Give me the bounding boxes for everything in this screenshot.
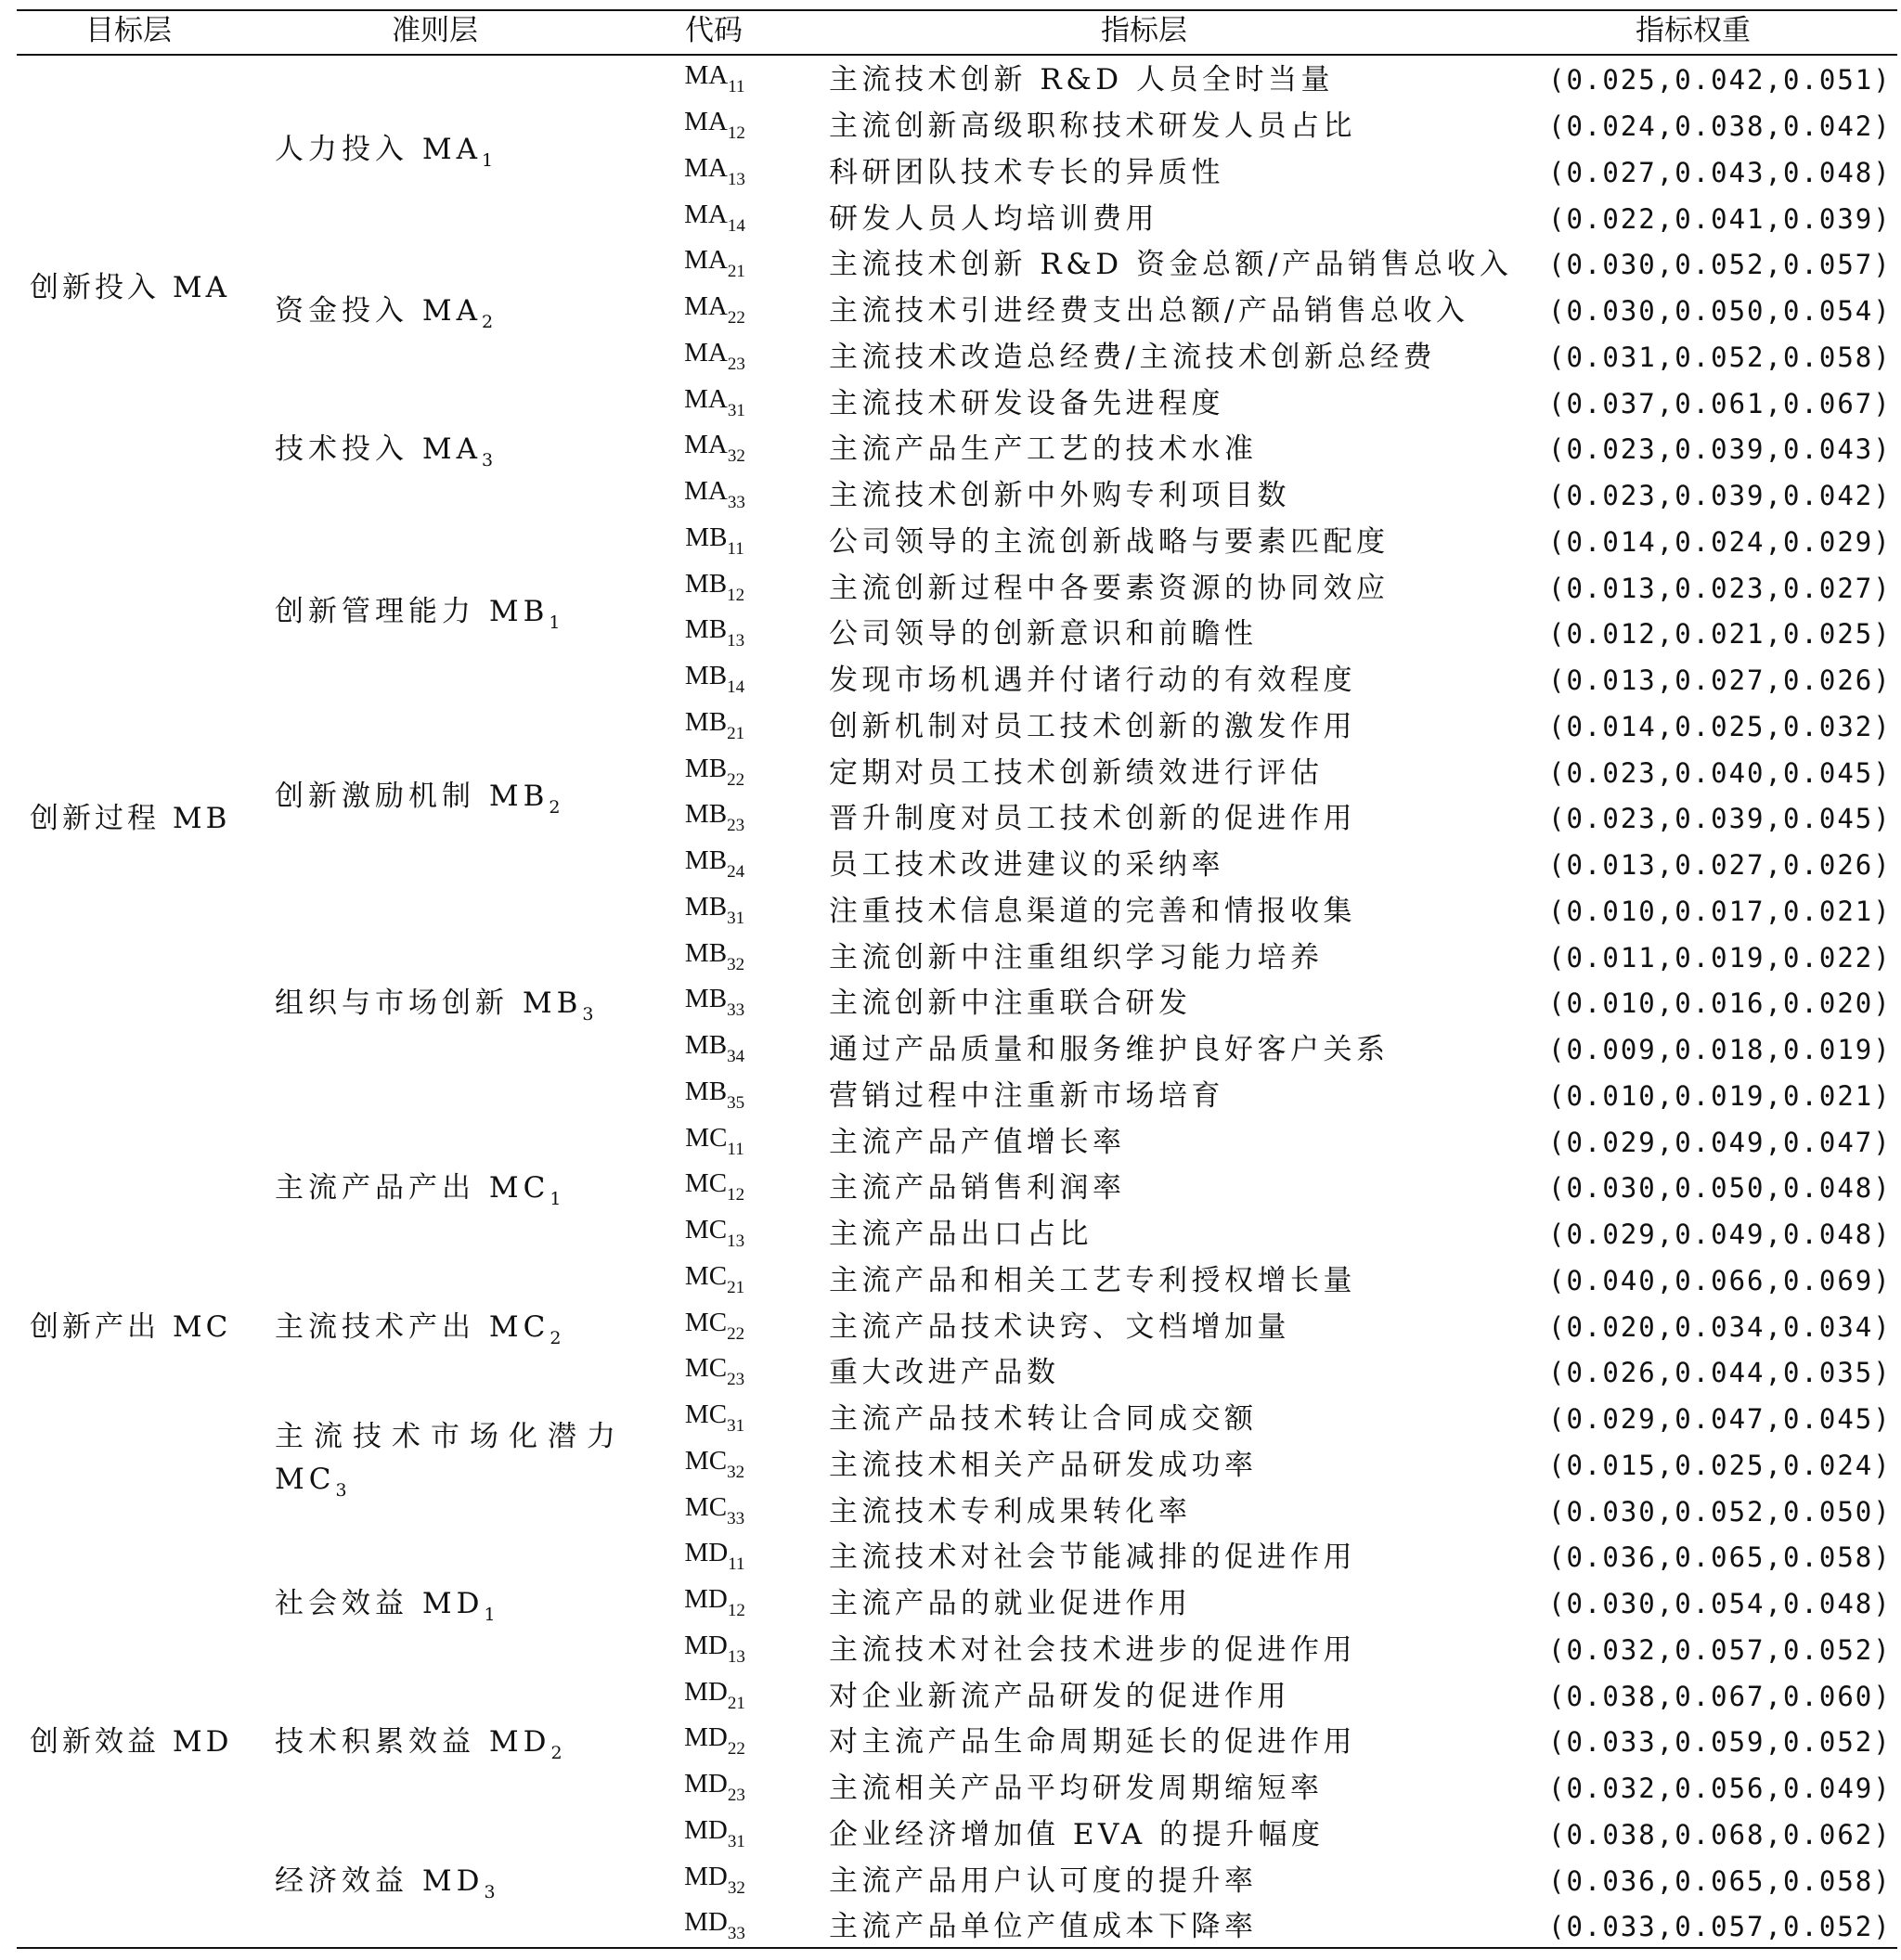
criterion-code: MC	[275, 1462, 336, 1496]
code-letters: MB	[685, 522, 728, 552]
code-letters: MA	[684, 430, 728, 460]
code-letters: MD	[684, 1538, 729, 1568]
code-subscript: 23	[727, 816, 745, 836]
code-cell	[650, 1909, 780, 1942]
header-target: 目标层	[85, 14, 172, 47]
code-subscript: 13	[727, 1646, 745, 1667]
code-letters: MB	[684, 1030, 728, 1061]
code-subscript: 21	[727, 723, 745, 743]
indicator-weight: (0.036,0.065,0.058)	[1548, 1541, 1892, 1574]
criterion-text: 资金投入 MA	[275, 294, 482, 329]
code-letters: MA	[684, 245, 728, 276]
indicator-name: 主流产品技术诀窍、文档增加量	[829, 1309, 1290, 1344]
code-letters: MD	[684, 1722, 728, 1753]
code-subscript: 22	[727, 1323, 745, 1344]
criterion-subscript: 2	[550, 1743, 563, 1764]
indicator-weight: (0.027,0.043,0.048)	[1548, 156, 1892, 188]
indicator-name: 通过产品质量和服务维护良好客户关系	[829, 1033, 1390, 1067]
code-subscript: 14	[727, 677, 745, 698]
criterion-subscript: 1	[550, 1189, 562, 1210]
indicator-weight: (0.009,0.018,0.019)	[1548, 1034, 1892, 1066]
indicator-weight: (0.038,0.068,0.062)	[1548, 1818, 1892, 1850]
code-cell	[650, 247, 780, 280]
code-cell	[650, 1401, 780, 1435]
code-cell	[650, 1814, 780, 1851]
criterion-text: 技术积累效益 MD	[275, 1725, 551, 1760]
criterion-label	[275, 594, 561, 633]
code-cell	[650, 616, 780, 650]
code-subscript: 21	[727, 262, 745, 282]
code-cell	[650, 847, 780, 881]
criterion-subscript: 2	[481, 312, 494, 333]
code-subscript: 33	[727, 493, 745, 513]
code-cell	[650, 1863, 780, 1897]
code-subscript: 31	[727, 400, 745, 420]
code-cell	[650, 1445, 780, 1482]
code-cell	[650, 201, 780, 235]
code-subscript: 21	[727, 1277, 745, 1297]
indicator-name: 重大改进产品数	[829, 1356, 1060, 1390]
code-letters: MC	[684, 1399, 728, 1430]
code-cell	[650, 706, 780, 743]
indicator-weight: (0.023,0.039,0.042)	[1548, 480, 1892, 512]
code-cell	[650, 755, 780, 789]
indicator-name: 主流技术对社会技术进步的促进作用	[829, 1632, 1356, 1667]
header-weight: 指标权重	[1636, 14, 1751, 47]
indicator-name: 定期对员工技术创新绩效进行评估	[829, 755, 1324, 790]
code-letters: MB	[684, 706, 728, 737]
code-letters: MC	[684, 1307, 728, 1337]
code-letters: MB	[684, 845, 728, 876]
criterion-text: 组织与市场创新 MB	[275, 986, 583, 1021]
indicator-name: 主流技术引进经费支出总额/产品销售总收入	[829, 294, 1469, 329]
indicator-name: 创新机制对员工技术创新的激发作用	[829, 709, 1356, 743]
code-cell	[650, 1355, 780, 1388]
indicator-weight: (0.020,0.034,0.034)	[1548, 1310, 1892, 1343]
indicator-name: 对企业新流产品研发的促进作用	[829, 1679, 1290, 1713]
indicator-name: 主流创新中注重联合研发	[829, 986, 1192, 1021]
indicator-weight: (0.030,0.050,0.048)	[1548, 1172, 1892, 1205]
target-label: 创新产出 MC	[30, 1309, 232, 1344]
criterion-text: 经济效益 MD	[275, 1863, 485, 1898]
indicator-name: 主流技术对社会节能减排的促进作用	[829, 1541, 1356, 1575]
code-cell	[650, 383, 780, 420]
code-cell	[650, 1122, 780, 1159]
criterion-subscript: 3	[481, 450, 494, 471]
indicator-weight: (0.026,0.044,0.035)	[1548, 1357, 1892, 1389]
header-rule	[17, 54, 1897, 56]
criterion-text: 创新管理能力 MB	[275, 594, 550, 628]
criterion-text: 主流产品产出 MC	[275, 1171, 550, 1206]
indicator-weight: (0.033,0.059,0.052)	[1548, 1726, 1892, 1759]
indicator-name: 对主流产品生命周期延长的促进作用	[829, 1725, 1356, 1760]
indicator-weight: (0.010,0.016,0.020)	[1548, 987, 1892, 1020]
code-cell	[650, 432, 780, 465]
indicator-name: 注重技术信息渠道的完善和情报收集	[829, 894, 1356, 928]
criterion-label	[275, 432, 494, 471]
indicator-name: 主流产品销售利润率	[829, 1171, 1126, 1206]
header-indicator: 指标层	[1101, 14, 1187, 47]
indicator-weight: (0.030,0.052,0.050)	[1548, 1495, 1892, 1528]
indicator-weight: (0.023,0.039,0.045)	[1548, 803, 1892, 835]
indicator-name: 主流产品产值增长率	[829, 1125, 1126, 1159]
code-subscript: 12	[727, 123, 745, 144]
top-rule	[17, 9, 1897, 11]
indicator-name: 主流技术相关产品研发成功率	[829, 1448, 1258, 1482]
criterion-label	[275, 1587, 496, 1626]
indicator-weight: (0.032,0.057,0.052)	[1548, 1633, 1892, 1666]
code-letters: MA	[684, 337, 728, 368]
code-subscript: 33	[727, 1508, 745, 1528]
indicator-name: 主流产品的就业促进作用	[829, 1587, 1192, 1621]
indicator-name: 主流技术研发设备先进程度	[829, 386, 1224, 420]
code-subscript: 11	[728, 1554, 745, 1575]
indicator-weight: (0.029,0.049,0.048)	[1548, 1219, 1892, 1251]
code-letters: MA	[684, 476, 728, 507]
criterion-subscript: 3	[484, 1881, 496, 1902]
indicator-weight: (0.029,0.049,0.047)	[1548, 1126, 1892, 1158]
code-cell	[650, 1632, 780, 1666]
code-subscript: 11	[728, 77, 745, 97]
code-letters: MD	[684, 1814, 728, 1845]
code-cell	[650, 1217, 780, 1250]
indicator-weight: (0.030,0.050,0.054)	[1548, 295, 1892, 328]
code-subscript: 11	[727, 1139, 744, 1159]
indicator-weight: (0.011,0.019,0.022)	[1548, 941, 1892, 974]
criterion-label-line2	[275, 1462, 347, 1501]
code-letters: MB	[684, 891, 728, 922]
code-subscript: 32	[727, 1877, 745, 1898]
code-cell	[650, 1491, 780, 1528]
target-label: 创新效益 MD	[30, 1725, 233, 1760]
code-cell	[650, 1676, 780, 1713]
indicator-name: 公司领导的主流创新战略与要素匹配度	[829, 524, 1390, 559]
indicator-weight: (0.013,0.027,0.026)	[1548, 664, 1892, 697]
code-subscript: 13	[727, 1231, 745, 1252]
indicator-name: 主流产品单位产值成本下降率	[829, 1910, 1258, 1944]
code-cell	[650, 1032, 780, 1065]
indicator-name: 主流创新过程中各要素资源的协同效应	[829, 571, 1390, 605]
code-cell	[650, 1540, 780, 1573]
indicator-weight: (0.023,0.039,0.043)	[1548, 433, 1892, 466]
criterion-subscript: 2	[549, 796, 561, 818]
indicator-weight: (0.014,0.025,0.032)	[1548, 710, 1892, 742]
indicator-weight: (0.010,0.019,0.021)	[1548, 1079, 1892, 1112]
indicator-weight: (0.036,0.065,0.058)	[1548, 1864, 1892, 1897]
indicator-name: 发现市场机遇并付诸行动的有效程度	[829, 664, 1356, 698]
code-cell	[650, 1724, 780, 1758]
criterion-subscript: 3	[335, 1479, 347, 1501]
indicator-name: 营销过程中注重新市场培育	[829, 1078, 1224, 1113]
indicator-weight: (0.037,0.061,0.067)	[1548, 387, 1892, 419]
code-letters: MD	[684, 1630, 728, 1660]
code-letters: MB	[684, 661, 728, 691]
criterion-label	[275, 1171, 562, 1210]
code-cell	[650, 1771, 780, 1804]
code-subscript: 11	[727, 538, 744, 559]
indicator-name: 主流技术改造总经费/主流技术创新总经费	[829, 340, 1436, 374]
indicator-weight: (0.040,0.066,0.069)	[1548, 1264, 1892, 1296]
indicator-weight: (0.013,0.023,0.027)	[1548, 572, 1892, 604]
criterion-text: 主流技术产出 MC	[275, 1309, 550, 1344]
criterion-label	[275, 779, 561, 818]
indicator-weight: (0.030,0.054,0.048)	[1548, 1588, 1892, 1620]
code-letters: MC	[684, 1353, 728, 1384]
indicator-name: 主流技术专利成果转化率	[829, 1494, 1192, 1528]
code-letters: MD	[684, 1584, 728, 1615]
code-letters: MB	[684, 568, 728, 599]
code-subscript: 34	[727, 1047, 745, 1067]
code-subscript: 23	[727, 1786, 745, 1806]
code-letters: MC	[684, 1491, 728, 1522]
indicator-name: 公司领导的创新意识和前瞻性	[829, 617, 1258, 651]
indicator-weight: (0.029,0.047,0.045)	[1548, 1403, 1892, 1436]
indicator-name: 企业经济增加值 EVA 的提升幅度	[829, 1817, 1325, 1851]
code-letters: MB	[684, 614, 728, 645]
code-letters: MA	[684, 383, 728, 414]
code-subscript: 12	[727, 1185, 745, 1206]
indicator-name: 主流产品和相关工艺专利授权增长量	[829, 1263, 1356, 1297]
criterion-label: 主流技术市场化潜力	[275, 1420, 626, 1453]
indicator-weight: (0.013,0.027,0.026)	[1548, 849, 1892, 882]
indicator-weight: (0.012,0.021,0.025)	[1548, 618, 1892, 651]
criterion-label	[275, 1309, 562, 1348]
code-letters: MD	[684, 1861, 728, 1891]
indicator-name: 晋升制度对员工技术创新的促进作用	[829, 802, 1356, 836]
indicator-name: 科研团队技术专长的异质性	[829, 155, 1224, 189]
code-letters: MD	[684, 1907, 728, 1938]
code-subscript: 22	[727, 308, 745, 329]
code-subscript: 32	[727, 446, 745, 467]
indicator-weight: (0.030,0.052,0.057)	[1548, 249, 1892, 281]
code-letters: MC	[684, 1445, 728, 1476]
code-letters: MA	[684, 107, 728, 137]
code-subscript: 31	[727, 1416, 745, 1437]
indicator-weight: (0.010,0.017,0.021)	[1548, 895, 1892, 927]
bottom-rule	[17, 1947, 1897, 1949]
code-letters: MC	[684, 1260, 728, 1291]
header-code: 代码	[685, 14, 743, 47]
criterion-label	[275, 1725, 563, 1764]
indicator-weight: (0.038,0.067,0.060)	[1548, 1680, 1892, 1712]
indicator-name: 主流产品生产工艺的技术水准	[829, 432, 1258, 467]
indicator-name: 主流相关产品平均研发周期缩短率	[829, 1772, 1324, 1806]
code-subscript: 12	[727, 585, 745, 605]
code-cell	[650, 1170, 780, 1204]
code-letters: MA	[684, 60, 729, 91]
code-cell	[650, 891, 780, 928]
code-cell	[650, 337, 780, 374]
indicator-weight: (0.024,0.038,0.042)	[1548, 110, 1892, 143]
code-subscript: 32	[727, 954, 745, 974]
code-cell	[650, 801, 780, 834]
code-letters: MB	[684, 753, 728, 783]
indicator-weight: (0.025,0.042,0.051)	[1548, 64, 1892, 97]
criterion-label	[275, 1863, 496, 1902]
code-cell	[650, 293, 780, 327]
code-subscript: 23	[727, 354, 745, 374]
header-criterion: 准则层	[392, 14, 478, 47]
code-letters: MA	[684, 291, 728, 322]
code-subscript: 23	[727, 1370, 745, 1390]
code-cell	[650, 1586, 780, 1619]
indicator-name: 主流创新中注重组织学习能力培养	[829, 940, 1324, 974]
criterion-label	[275, 294, 494, 333]
code-cell	[650, 568, 780, 605]
code-cell	[650, 937, 780, 974]
criterion-text: 技术投入 MA	[275, 432, 482, 467]
indicator-name: 主流技术创新 R&D 人员全时当量	[829, 63, 1334, 97]
criterion-label	[275, 986, 594, 1025]
code-cell	[650, 109, 780, 142]
indicator-name: 研发人员人均培训费用	[829, 201, 1158, 236]
code-letters: MB	[684, 799, 728, 830]
criterion-text: 创新激励机制 MB	[275, 779, 550, 813]
indicator-name: 主流产品用户认可度的提升率	[829, 1863, 1258, 1898]
code-subscript: 24	[727, 862, 745, 883]
indicator-weight: (0.014,0.024,0.029)	[1548, 525, 1892, 558]
indicator-weight: (0.023,0.040,0.045)	[1548, 756, 1892, 789]
code-subscript: 33	[727, 1000, 745, 1021]
code-letters: MD	[684, 1769, 728, 1799]
criterion-subscript: 1	[481, 150, 494, 171]
criterion-label	[275, 135, 493, 170]
code-subscript: 33	[727, 1924, 745, 1944]
target-label: 创新过程 MB	[30, 802, 231, 836]
indicator-weight: (0.015,0.025,0.024)	[1548, 1449, 1892, 1481]
code-cell	[650, 1260, 780, 1297]
criterion-text: 社会效益 MD	[275, 1587, 485, 1621]
code-cell	[650, 478, 780, 511]
code-cell	[650, 1078, 780, 1112]
code-letters: MB	[684, 1076, 728, 1106]
code-subscript: 32	[727, 1462, 745, 1482]
code-letters: MD	[684, 1676, 728, 1707]
code-cell	[650, 152, 780, 189]
indicator-name: 员工技术改进建议的采纳率	[829, 848, 1224, 883]
indicator-weight: (0.031,0.052,0.058)	[1548, 341, 1892, 373]
code-letters: MB	[684, 937, 728, 968]
indicator-name: 主流技术创新 R&D 资金总额/产品销售总收入	[829, 248, 1513, 282]
code-letters: MA	[684, 152, 728, 183]
code-letters: MC	[685, 1122, 728, 1153]
criterion-subscript: 1	[484, 1605, 496, 1626]
code-subscript: 35	[727, 1092, 745, 1113]
code-subscript: 14	[727, 215, 745, 236]
code-subscript: 31	[727, 908, 745, 928]
code-letters: MB	[684, 984, 728, 1014]
indicator-name: 主流创新高级职称技术研发人员占比	[829, 110, 1356, 144]
code-letters: MC	[684, 1168, 728, 1199]
criterion-subscript: 1	[549, 612, 561, 633]
indicator-name: 主流技术创新中外购专利项目数	[829, 479, 1290, 513]
code-subscript: 12	[727, 1601, 745, 1621]
code-subscript: 13	[727, 169, 745, 189]
code-cell	[650, 62, 780, 96]
indicator-weight: (0.033,0.057,0.052)	[1548, 1911, 1892, 1943]
indicator-weight: (0.032,0.056,0.049)	[1548, 1773, 1892, 1805]
code-letters: MC	[684, 1215, 728, 1245]
code-subscript: 21	[727, 1693, 745, 1713]
criterion-subscript: 3	[582, 1004, 594, 1025]
code-subscript: 13	[727, 631, 745, 651]
code-subscript: 22	[727, 769, 745, 790]
indicator-name: 主流产品出口占比	[829, 1218, 1093, 1252]
indicator-name: 主流产品技术转让合同成交额	[829, 1402, 1258, 1437]
code-subscript: 22	[727, 1739, 745, 1760]
target-label: 创新投入 MA	[30, 271, 230, 305]
code-cell	[650, 986, 780, 1019]
criterion-text: 人力投入 MA	[275, 133, 482, 166]
code-subscript: 31	[727, 1831, 745, 1851]
code-cell	[650, 1309, 780, 1343]
code-letters: MA	[684, 199, 728, 229]
criterion-subscript: 2	[550, 1327, 562, 1348]
code-cell	[650, 524, 780, 558]
code-cell	[650, 663, 780, 696]
indicator-weight: (0.022,0.041,0.039)	[1548, 202, 1892, 235]
